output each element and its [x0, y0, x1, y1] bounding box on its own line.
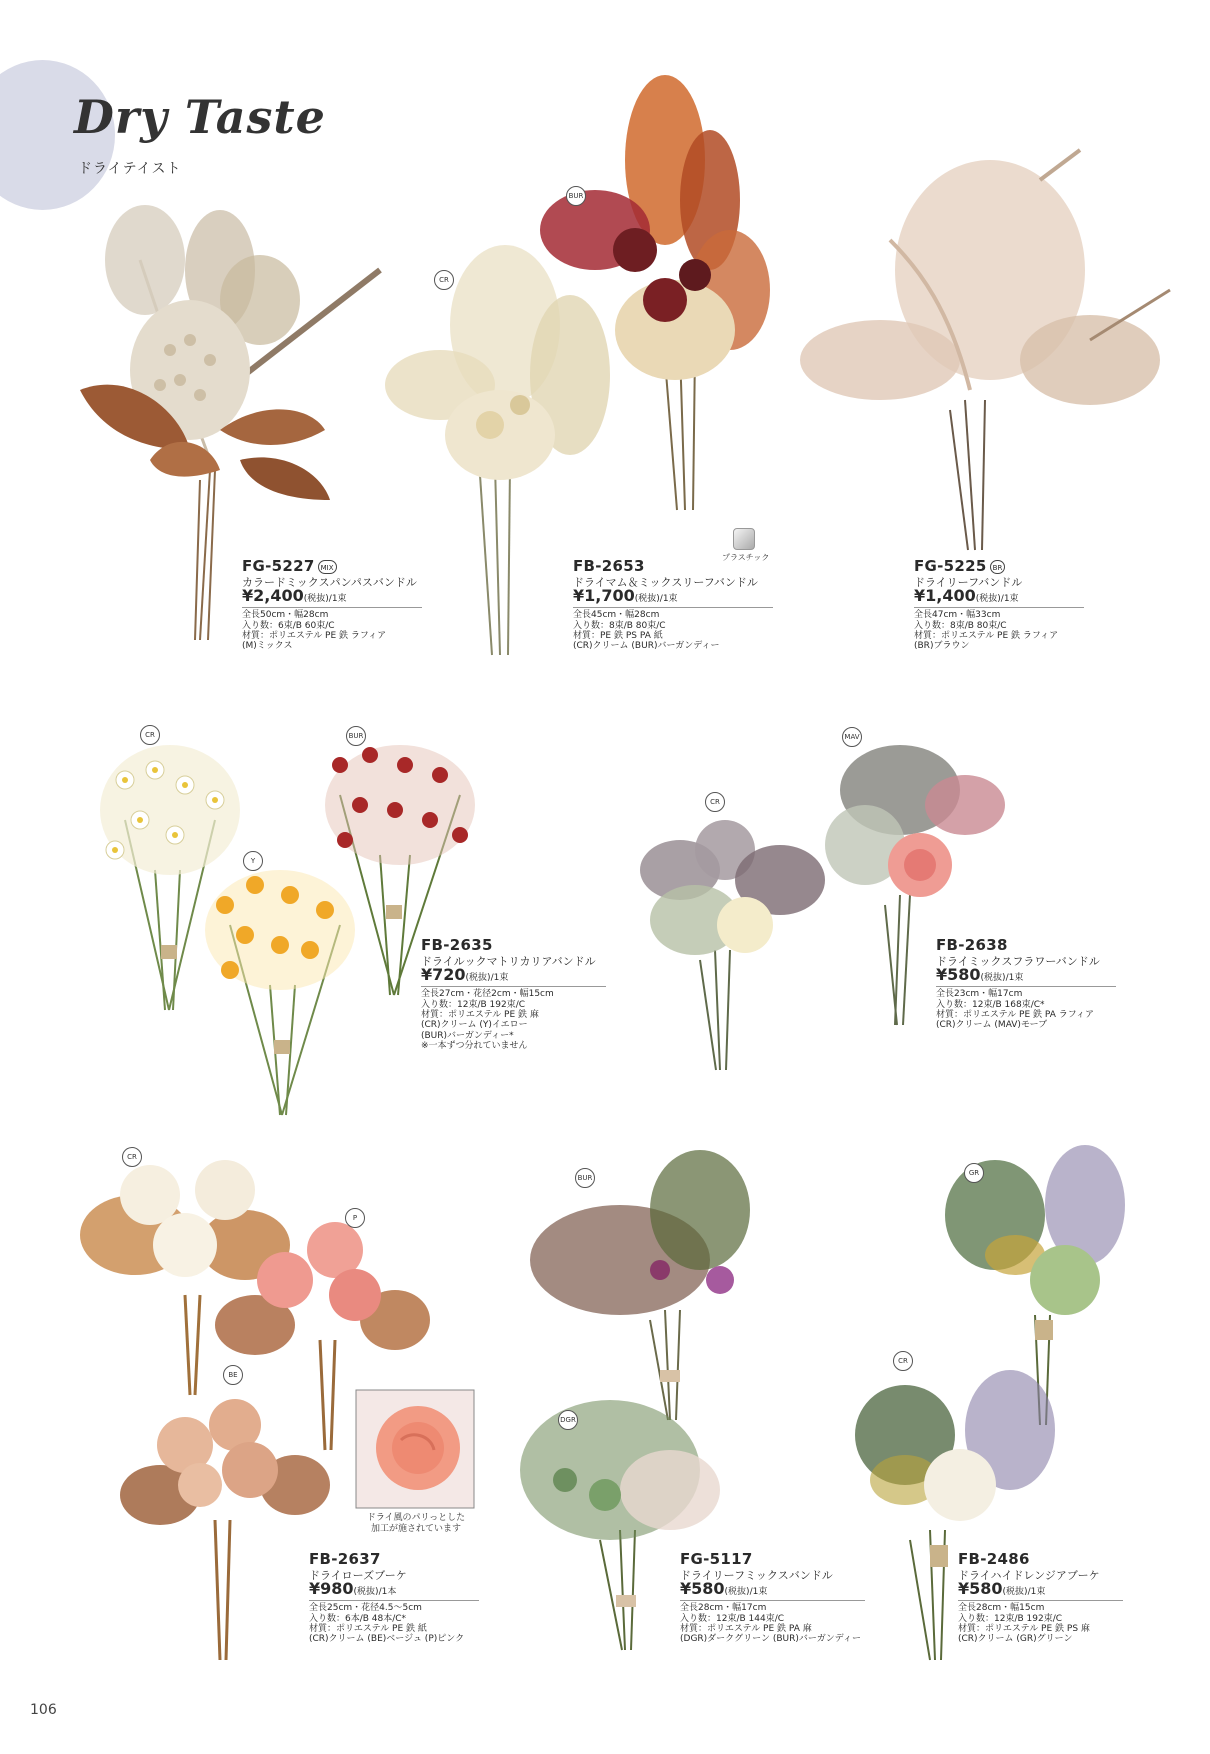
product-quantity: 入り数：6本/B 48本/C* — [309, 1613, 407, 1624]
product-price: ¥980 — [309, 1579, 354, 1599]
product-material: 材質：ポリエステル PE 鉄 PS 麻 — [958, 1624, 1090, 1635]
color-badge-bur: BUR — [575, 1168, 595, 1188]
product-code: FB-2637 — [309, 1550, 381, 1568]
product-size: 全長25cm・花径4.5～5cm — [309, 1603, 422, 1614]
product-tax: (税抜) — [634, 594, 660, 605]
product-fb2635 — [421, 937, 606, 1052]
product-size: 全長45cm・幅28cm — [573, 610, 660, 621]
product-unit: /1束 — [490, 973, 509, 984]
product-colors: (CR)クリーム (Y)イエロー — [421, 1020, 528, 1031]
product-fg5225 — [914, 558, 1084, 652]
product-colors: (CR)クリーム (BUR)バーガンディー — [573, 641, 720, 652]
product-price: ¥580 — [680, 1579, 725, 1599]
product-name: ドライハイドレンジアブーケ — [958, 1568, 1100, 1582]
product-unit: /1束 — [749, 1587, 768, 1598]
product-price: ¥1,700 — [573, 586, 635, 606]
product-name: ドライリーフバンドル — [914, 575, 1023, 589]
product-fb2486 — [958, 1551, 1123, 1645]
product-quantity: 入り数：12束/B 192束/C — [421, 999, 526, 1010]
page-subtitle: ドライテイスト — [78, 161, 182, 177]
product-unit: /1束 — [1000, 594, 1019, 605]
color-badge-cr: CR — [893, 1351, 913, 1371]
product-size: 全長28cm・幅17cm — [680, 1603, 767, 1614]
product-image-fb2653-bur — [535, 70, 795, 510]
product-quantity: 入り数：8束/B 80束/C — [573, 620, 666, 631]
product-size: 全長47cm・幅33cm — [914, 610, 1001, 621]
product-quantity: 入り数：12束/B 192束/C — [958, 1613, 1063, 1624]
product-material: 材質：ポリエステル PE 鉄 ラフィア — [242, 631, 387, 642]
product-name: ドライルックマトリカリアバンドル — [421, 954, 596, 968]
product-name: カラードミックスパンパスバンドル — [242, 575, 417, 589]
color-badge-cr: CR — [122, 1147, 142, 1167]
product-tax: (税抜) — [1002, 1587, 1028, 1598]
product-fb2637 — [309, 1551, 479, 1645]
color-badge-cr: CR — [140, 725, 160, 745]
product-quantity: 入り数：8束/B 80束/C — [914, 620, 1007, 631]
product-fg5227 — [242, 558, 422, 652]
product-unit: /1本 — [378, 1587, 397, 1598]
color-badge-p: P — [345, 1208, 365, 1228]
page-title: Dry Taste — [74, 90, 326, 144]
rose-closeup-image — [356, 1390, 474, 1508]
rose-note-line: ドライ風のパリっとした — [366, 1513, 466, 1523]
product-tax: (税抜) — [975, 594, 1001, 605]
product-unit: /1束 — [1005, 973, 1024, 984]
product-code: FB-2653 — [573, 557, 645, 575]
product-code: FG-5225 — [914, 557, 987, 575]
product-tax: (税抜) — [980, 973, 1006, 984]
color-badge-bur: BUR — [566, 186, 586, 206]
product-tax: (税抜) — [465, 973, 491, 984]
product-note: ※一本ずつ分れていません — [421, 1041, 528, 1052]
color-badge: MIX — [318, 560, 337, 574]
product-colors-extra: (BUR)バーガンディー* — [421, 1030, 514, 1041]
product-size: 全長28cm・幅15cm — [958, 1603, 1045, 1614]
product-size: 全長50cm・幅28cm — [242, 610, 329, 621]
product-image-fb2637-be — [120, 1390, 330, 1660]
color-badge: BR — [990, 560, 1006, 574]
product-name: ドライリーフミックスバンドル — [680, 1568, 833, 1582]
product-unit: /1束 — [659, 594, 678, 605]
color-badge-mav: MAV — [842, 727, 862, 747]
product-code: FG-5117 — [680, 1550, 753, 1568]
color-badge-be: BE — [223, 1365, 243, 1385]
product-size: 全長27cm・花径2cm・幅15cm — [421, 989, 554, 1000]
product-image-fg5225 — [790, 140, 1180, 560]
product-unit: /1束 — [1027, 1587, 1046, 1598]
product-price: ¥2,400 — [242, 586, 304, 606]
product-fg5117 — [680, 1551, 865, 1645]
product-price: ¥720 — [421, 965, 466, 985]
color-badge-y: Y — [243, 851, 263, 871]
product-name: ドライマム＆ミックスリーフバンドル — [573, 575, 758, 589]
color-badge-bur: BUR — [346, 726, 366, 746]
product-quantity: 入り数：6束/B 60束/C — [242, 620, 335, 631]
rose-note-line: 加工が施されています — [370, 1524, 461, 1535]
product-quantity: 入り数：12束/B 168束/C* — [936, 999, 1045, 1010]
product-image-fb2638-cr — [630, 810, 830, 1070]
product-material: 材質：PE 鉄 PS PA 紙 — [573, 631, 663, 642]
color-badge-cr: CR — [434, 270, 454, 290]
product-material: 材質：ポリエステル PE 鉄 紙 — [309, 1624, 427, 1635]
product-colors: (DGR)ダークグリーン (BUR)バーガンディー — [680, 1634, 861, 1645]
product-colors: (BR)ブラウン — [914, 641, 970, 652]
plastic-material-icon — [733, 528, 755, 550]
product-price: ¥1,400 — [914, 586, 976, 606]
product-name: ドライローズブーケ — [309, 1568, 407, 1582]
product-code: FB-2638 — [936, 936, 1008, 954]
product-fb2638 — [936, 937, 1116, 1031]
product-price: ¥580 — [958, 1579, 1003, 1599]
product-code: FG-5227 — [242, 557, 315, 575]
product-material: 材質：ポリエステル PE 鉄 PA 麻 — [680, 1624, 812, 1635]
product-tax: (税抜) — [353, 1587, 379, 1598]
plastic-material-label: プラスチック — [722, 553, 770, 562]
product-price: ¥580 — [936, 965, 981, 985]
product-unit: /1束 — [328, 594, 347, 605]
product-tax: (税抜) — [303, 594, 329, 605]
product-code: FB-2486 — [958, 1550, 1030, 1568]
product-material: 材質：ポリエステル PE 鉄 PA ラフィア — [936, 1010, 1095, 1021]
product-colors: (CR)クリーム (GR)グリーン — [958, 1634, 1073, 1645]
product-name: ドライミックスフラワーバンドル — [936, 954, 1100, 968]
product-colors: (CR)クリーム (MAV)モーブ — [936, 1020, 1048, 1031]
product-colors: (CR)クリーム (BE)ベージュ (P)ピンク — [309, 1634, 465, 1645]
product-tax: (税抜) — [724, 1587, 750, 1598]
color-badge-dgr: DGR — [558, 1410, 578, 1430]
color-badge-cr: CR — [705, 792, 725, 812]
product-material: 材質：ポリエステル PE 鉄 ラフィア — [914, 631, 1059, 642]
page-number: 106 — [30, 1702, 57, 1718]
color-badge-gr: GR — [964, 1163, 984, 1183]
product-size: 全長23cm・幅17cm — [936, 989, 1023, 1000]
product-material: 材質：ポリエステル PE 鉄 麻 — [421, 1010, 539, 1021]
product-code: FB-2635 — [421, 936, 493, 954]
product-quantity: 入り数：12束/B 144束/C — [680, 1613, 785, 1624]
rose-texture-note — [352, 1513, 480, 1536]
product-fb2653 — [573, 558, 773, 652]
product-colors: (M)ミックス — [242, 641, 293, 652]
